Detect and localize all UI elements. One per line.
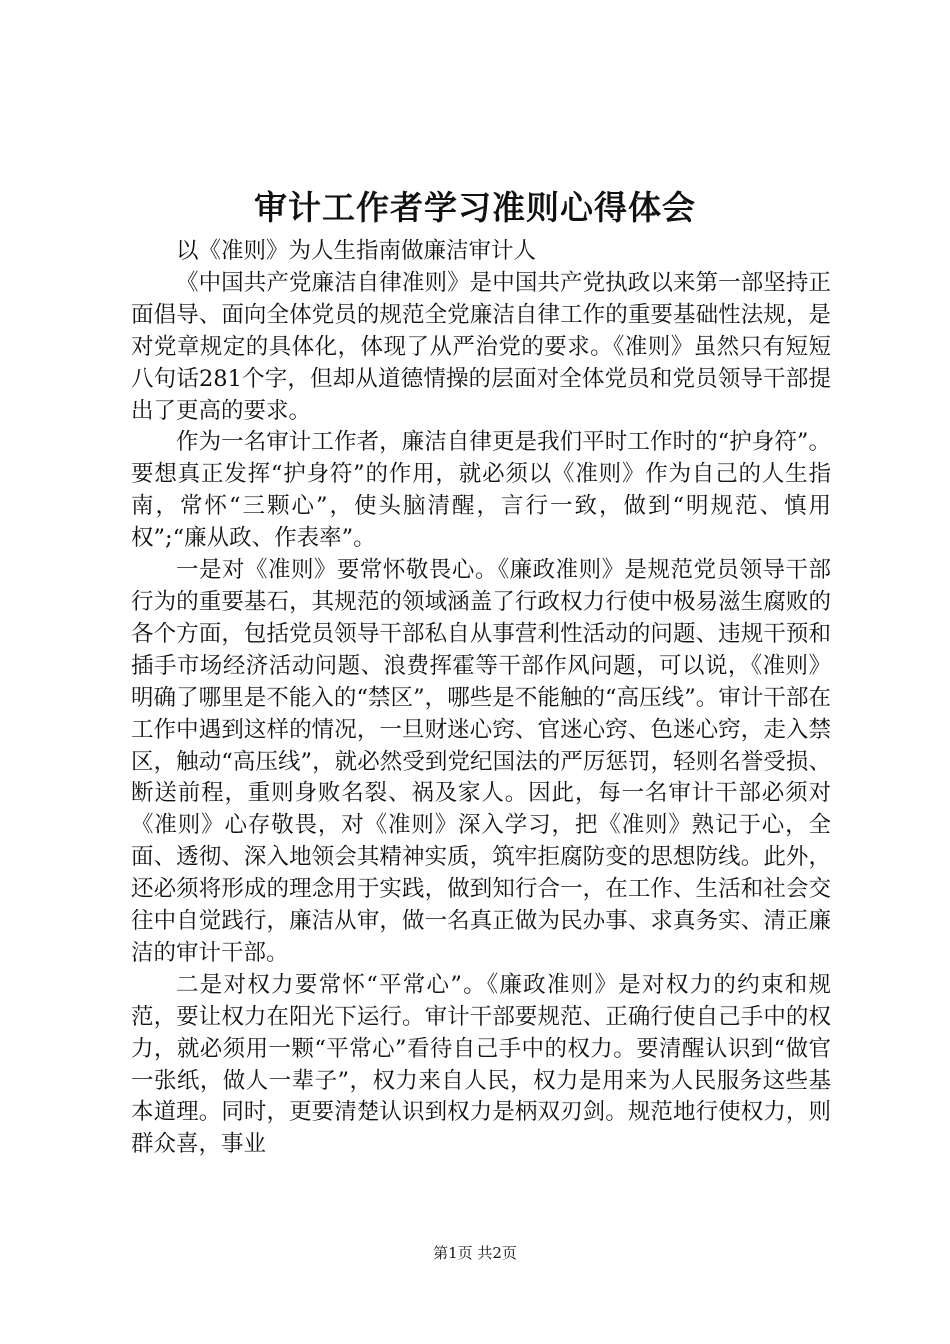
document-body (131, 236, 831, 1161)
paragraph-4: 二是对权力要常怀“平常心”。《廉政准则》是对权力的约束和规范，要让权力在阳光下运行。审计干部要规范、正确行使自己手中的权力，就必须用一颗“平常心”看待自己手中的权力。要清醒认识到“做官一张纸，做人一辈子”，权力来自人民，权力是用来为人民服务这些基本道理。同时，更要清楚认识到权力是柄双刃剑。规范地行使权力，则群众喜，事业 (131, 971, 831, 1158)
paragraph-subtitle: 以《准则》为人生指南做廉洁审计人 (176, 238, 537, 264)
paragraph-2: 作为一名审计工作者，廉洁自律更是我们平时工作时的“护身符”。要想真正发挥“护身符”的作用，就必须以《准则》作为自己的人生指南，常怀“三颗心”，使头脑清醒，言行一致，做到“明规范、慎用权”;“廉从政、作表率”。 (131, 429, 831, 552)
paragraph-1: 《中国共产党廉洁自律准则》是中国共产党执政以来第一部坚持正面倡导、面向全体党员的规范全党廉洁自律工作的重要基础性法规，是对党章规定的具体化，体现了从严治党的要求。《准则》虽然只有短短八句话281个字，但却从道德情操的层面对全体党员和党员领导干部提出了更高的要求。 (131, 269, 831, 424)
paragraph-3: 一是对《准则》要常怀敬畏心。《廉政准则》是规范党员领导干部行为的重要基石，其规范的领域涵盖了行政权力行使中极易滋生腐败的各个方面，包括党员领导干部私自从事营利性活动的问题、违规干预和插手市场经济活动问题、浪费挥霍等干部作风问题，可以说，《准则》明确了哪里是不能入的“禁区”，哪些是不能触的“高压线”。审计干部在工作中遇到这样的情况，一旦财迷心窍、官迷心窍、色迷心窍，走入禁区，触动“高压线”，就必然受到党纪国法的严厉惩罚，轻则名誉受损、断送前程，重则身败名裂、祸及家人。因此，每一名审计干部必须对《准则》心存敬畏，对《准则》深入学习，把《准则》熟记于心，全面、透彻、深入地领会其精神实质，筑牢拒腐防变的思想防线。此外，还必须将形成的理念用于实践，做到知行合一，在工作、生活和社会交往中自觉践行，廉洁从审，做一名真正做为民办事、求真务实、清正廉洁的审计干部。 (131, 557, 831, 966)
page-footer: 第1页 共2页 (433, 1244, 517, 1262)
page-title: 审计工作者学习准则心得体会 (254, 188, 696, 227)
